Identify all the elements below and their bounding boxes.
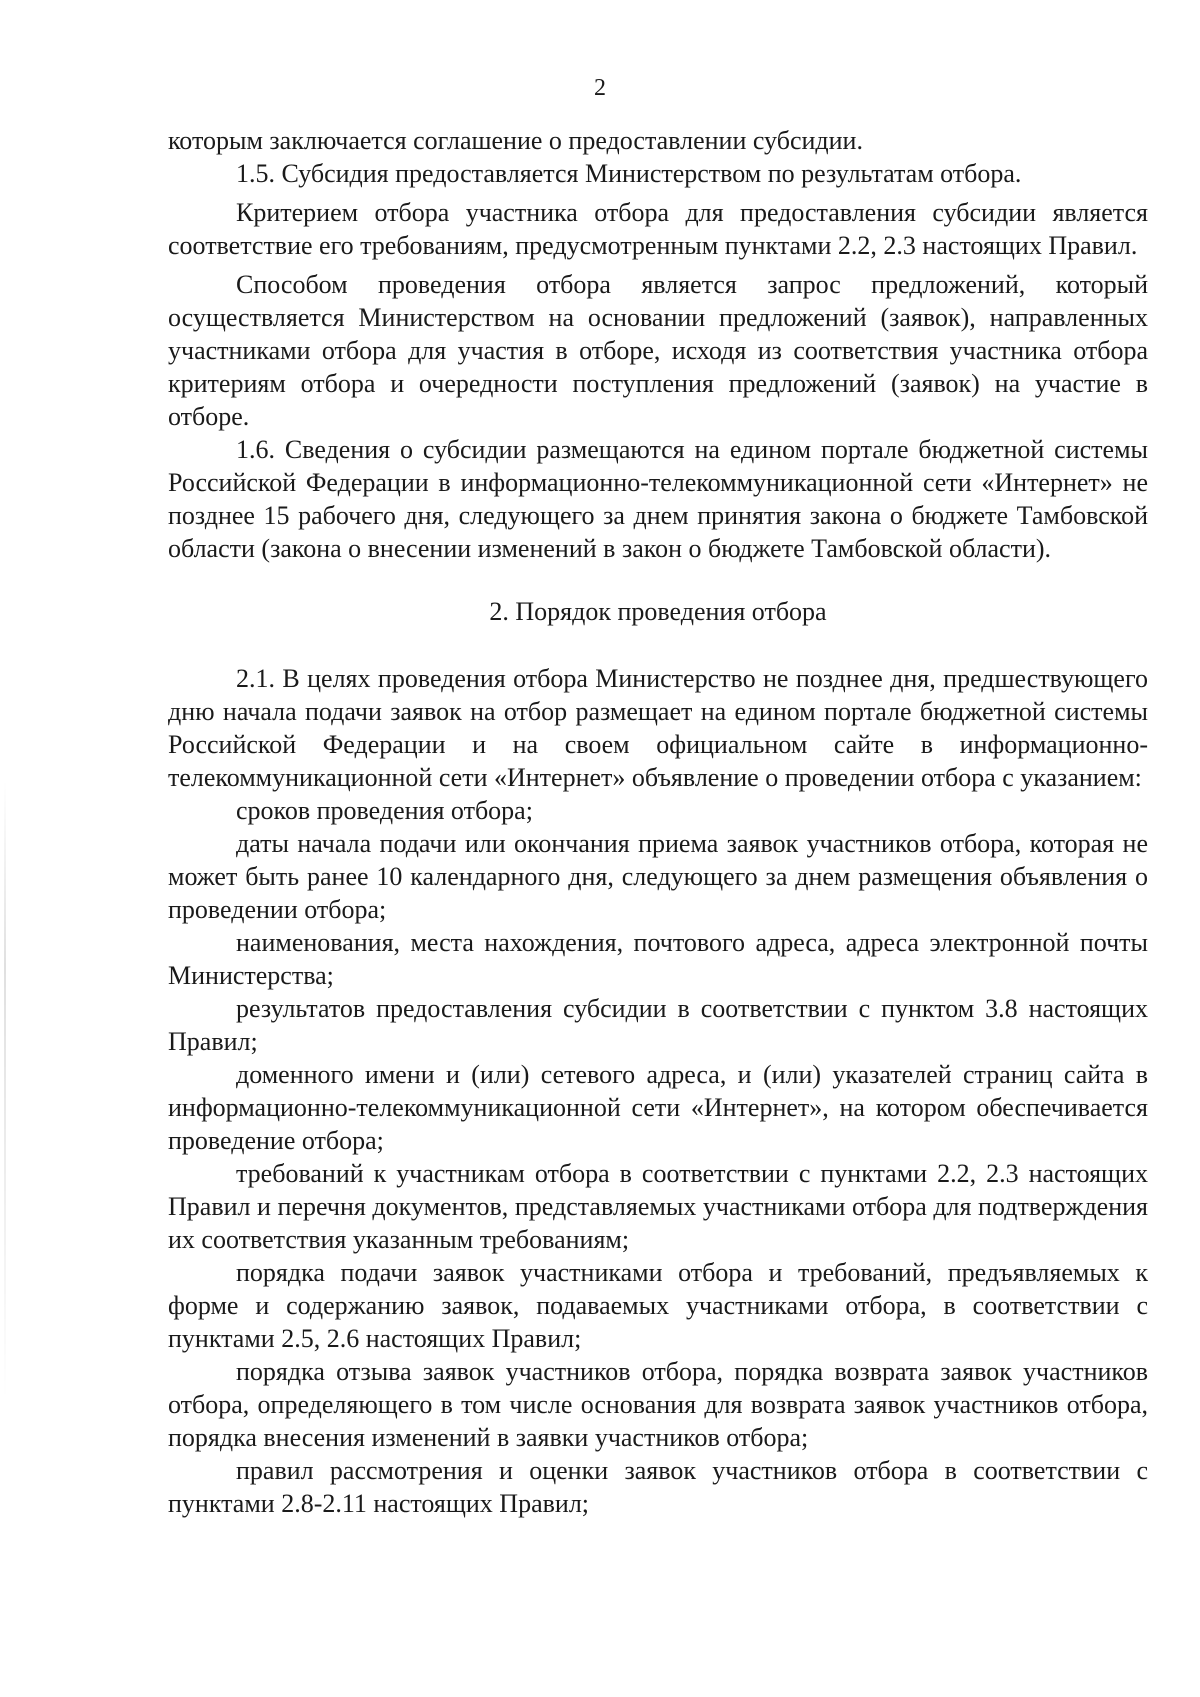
paragraph: 1.5. Субсидия предоставляется Министерством по результатам отбора.	[236, 159, 1022, 188]
list-item: результатов предоставления субсидии в соответствии с пунктом 3.8 настоящих Правил;	[168, 994, 1148, 1056]
page-number: 2	[594, 75, 606, 101]
paragraph: Критерием отбора участника отбора для предоставления субсидии является соответствие его требованиям, предусмотренным пунктами 2.2, 2.3 настоящих Правил.	[168, 198, 1148, 260]
paragraph: 1.6. Сведения о субсидии размещаются на едином портале бюджетной системы Российской Федерации в информационно-телекоммуникационной сети «Интернет» не позднее 15 рабочего дня, следующего за днем принятия закона о бюджете Тамбовской области (закона о внесении изменений в закон о бюджете Тамбовской области).	[168, 435, 1148, 563]
list-item: доменного имени и (или) сетевого адреса, и (или) указателей страниц сайта в информационно-телекоммуникационной сети «Интернет», на котором обеспечивается проведение отбора;	[168, 1060, 1148, 1155]
section-heading: 2. Порядок проведения отбора	[489, 597, 827, 626]
list-item: даты начала подачи или окончания приема заявок участников отбора, которая не может быть ранее 10 календарного дня, следующего за днем размещения объявления о проведении отбора;	[168, 829, 1148, 924]
list-item: правил рассмотрения и оценки заявок участников отбора в соответствии с пунктами 2.8-2.11 настоящих Правил;	[168, 1456, 1148, 1518]
list-item: требований к участникам отбора в соответствии с пунктами 2.2, 2.3 настоящих Правил и перечня документов, представляемых участниками отбора для подтверждения их соответствия указанным требованиям;	[168, 1159, 1148, 1254]
document-body	[168, 124, 1148, 1520]
scan-edge-artifact	[4, 780, 6, 1400]
list-item: наименования, места нахождения, почтового адреса, адреса электронной почты Министерства;	[168, 928, 1148, 990]
list-item: порядка отзыва заявок участников отбора, порядка возврата заявок участников отбора, определяющего в том числе основания для возврата заявок участников отбора, порядка внесения изменений в заявки участников отбора;	[168, 1357, 1148, 1452]
list-item: порядка подачи заявок участниками отбора и требований, предъявляемых к форме и содержанию заявок, подаваемых участниками отбора, в соответствии с пунктами 2.5, 2.6 настоящих Правил;	[168, 1258, 1148, 1353]
list-item: сроков проведения отбора;	[236, 796, 533, 825]
paragraph: Способом проведения отбора является запрос предложений, который осуществляется Министерством на основании предложений (заявок), направленных участниками отбора для участия в отборе, исходя из соответствия участника отбора критериям отбора и очередности поступления предложений (заявок) на участие в отборе.	[168, 270, 1148, 431]
paragraph: 2.1. В целях проведения отбора Министерство не позднее дня, предшествующего дню начала подачи заявок на отбор размещает на едином портале бюджетной системы Российской Федерации и на своем официальном сайте в информационно-телекоммуникационной сети «Интернет» объявление о проведении отбора с указанием:	[168, 664, 1148, 792]
paragraph: которым заключается соглашение о предоставлении субсидии.	[168, 126, 863, 155]
